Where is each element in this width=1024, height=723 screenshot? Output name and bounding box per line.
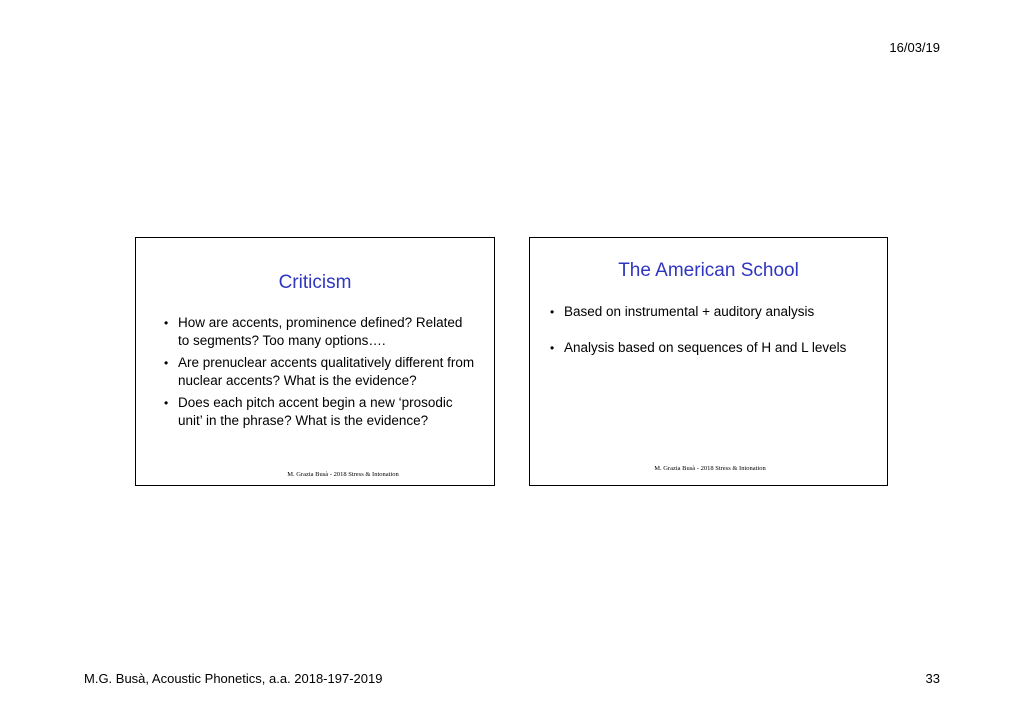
slide-thumbnail-criticism xyxy=(135,237,495,486)
bullet-item xyxy=(550,303,870,321)
page-date: 16/03/19 xyxy=(889,40,940,55)
bullet-icon: • xyxy=(550,305,555,319)
bullet-item xyxy=(550,339,870,357)
bullet-item xyxy=(164,354,476,390)
bullet-icon: • xyxy=(164,316,169,330)
bullet-item xyxy=(164,314,476,350)
slide-thumbnail-american-school xyxy=(529,237,888,486)
bullet-text: How are accents, prominence defined? Related to segments? Too many options…. xyxy=(178,315,463,348)
bullet-icon: • xyxy=(550,341,555,355)
footer-course-info: M.G. Busà, Acoustic Phonetics, a.a. 2018-197-2019 xyxy=(84,671,383,686)
bullet-icon: • xyxy=(164,356,169,370)
bullet-text: Does each pitch accent begin a new ‘prosodic unit’ in the phrase? What is the evidence? xyxy=(178,395,453,428)
bullet-icon: • xyxy=(164,396,169,410)
slide-credit: M. Grazia Busà - 2018 Stress & Intonation xyxy=(287,471,399,478)
bullet-item xyxy=(164,394,476,430)
bullet-list xyxy=(164,314,476,434)
slide-credit: M. Grazia Busà - 2018 Stress & Intonation xyxy=(654,465,766,472)
bullet-text: Are prenuclear accents qualitatively different from nuclear accents? What is the evidence? xyxy=(178,355,475,388)
bullet-list xyxy=(550,303,870,375)
bullet-text: Analysis based on sequences of H and L levels xyxy=(564,340,847,355)
slide-title: Criticism xyxy=(278,272,352,293)
page-number: 33 xyxy=(925,671,940,686)
bullet-text: Based on instrumental + auditory analysis xyxy=(564,304,815,319)
slide-title: The American School xyxy=(618,260,799,281)
